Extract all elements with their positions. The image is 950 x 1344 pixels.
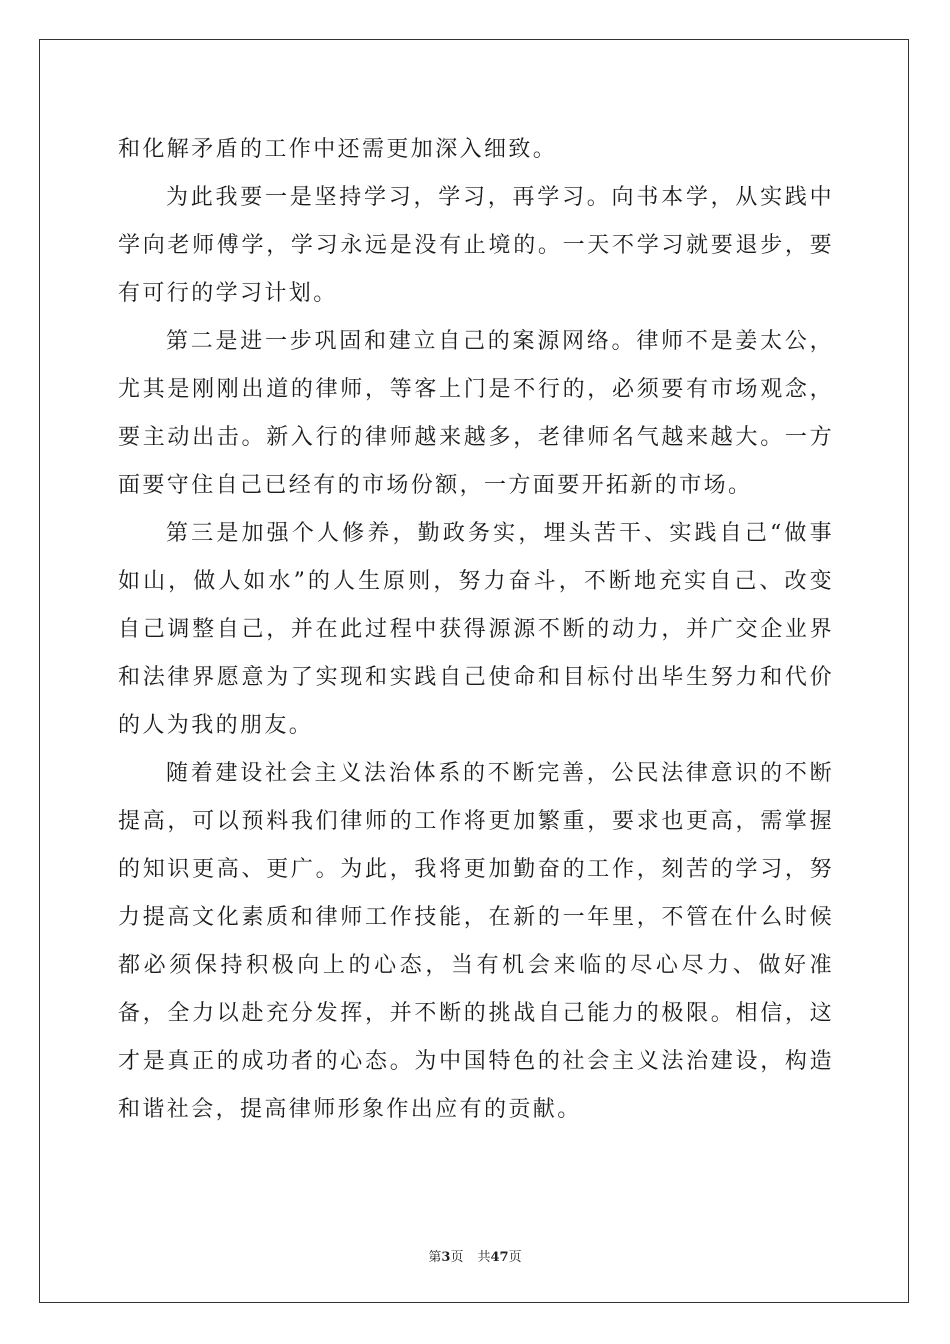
page-prefix: 第 [428,1250,442,1265]
paragraph-3: 第二是进一步巩固和建立自己的案源网络。律师不是姜太公，尤其是刚刚出道的律师，等客上门是不行的，必须要有市场观念，要主动出击。新入行的律师越来越多，老律师名气越来越大。一方面要守住自己已经有的市场份额，一方面要开拓新的市场。 [118,329,834,498]
page-number: 3 [441,1250,451,1265]
total-pages: 47 [490,1250,509,1265]
page-footer [0,1246,950,1265]
paragraph-1: 和化解矛盾的工作中还需更加深入细致。 [118,137,558,162]
paragraph-4: 第三是加强个人修养，勤政务实，埋头苦干、实践自己“做事如山，做人如水”的人生原则，努力奋斗，不断地充实自己、改变自己调整自己，并在此过程中获得源源不断的动力，并广交企业界和法律界愿意为了实现和实践自己使命和目标付出毕生努力和代价的人为我的朋友。 [118,521,834,738]
total-prefix: 共 [477,1250,491,1265]
total-suffix: 页 [508,1250,522,1265]
document-body [118,126,834,1134]
paragraph-5: 随着建设社会主义法治体系的不断完善，公民法律意识的不断提高，可以预料我们律师的工作将更加繁重，要求也更高，需掌握的知识更高、更广。为此，我将更加勤奋的工作，刻苦的学习，努力提高文化素质和律师工作技能，在新的一年里，不管在什么时候都必须保持积极向上的心态，当有机会来临的尽心尽力、做好准备，全力以赴充分发挥，并不断的挑战自己能力的极限。相信，这才是真正的成功者的心态。为中国特色的社会主义法治建设，构造和谐社会，提高律师形象作出应有的贡献。 [118,761,834,1122]
paragraph-2: 为此我要一是坚持学习，学习，再学习。向书本学，从实践中学向老师傅学，学习永远是没有止境的。一天不学习就要退步，要有可行的学习计划。 [118,185,834,306]
page-suffix: 页 [450,1250,464,1265]
